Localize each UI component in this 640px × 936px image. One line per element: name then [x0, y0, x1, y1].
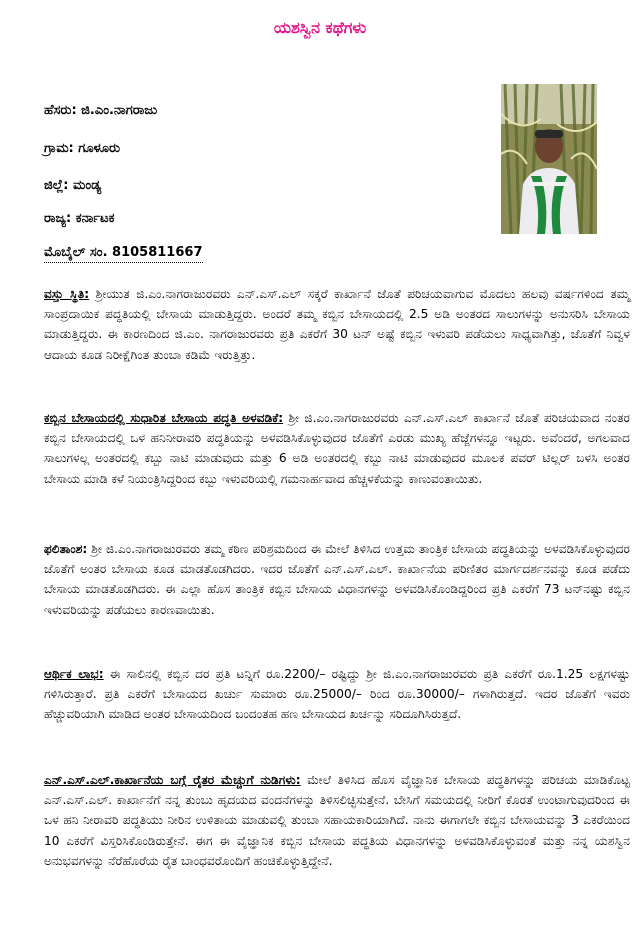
- section-body: ಶ್ರೀ ಜಿ.ಎಂ.ನಾಗರಾಜುರವರು ತಮ್ಮ ಕಠಿಣ ಪರಿಶ್ರಮದಿಂದ ಈ ಮೇಲೆ ತಿಳಿಸಿದ ಉತ್ತಮ ತಾಂತ್ರಿಕ ಬೇಸಾಯ ಪದ್ಧತಿಯನ್ನು ಅಳವಡಿಸಿಕೊಳ್ಳುವುದರ ಜೊತೆಗೆ ಅಂತರ ಬೇಸಾಯ ಕೂಡ ಮಾಡತೊಡಗಿದರು. ಇದರ ಜೊತೆಗೆ ಎನ್.ಎಸ್.ಎಲ್. ಕಾರ್ಖಾನೆಯ ಪರಿಣಿತರ ಮಾರ್ಗದರ್ಶನವನ್ನು ಕೂಡ ಪಡೆದು ಬೇಸಾಯ ಮಾಡತೊಡಗಿದರು. ಈ ಎಲ್ಲಾ ಹೊಸ ತಾಂತ್ರಿಕ ಕಬ್ಬಿನ ಬೇಸಾಯ ವಿಧಾನಗಳನ್ನು ಅಳವಡಿಸಿಕೊಂಡಿದ್ದರಿಂದ ಪ್ರತಿ ಎಕರೆಗೆ 73 ಟನ್‌ನಷ್ಟು ಕಬ್ಬಿನ ಇಳುವರಿಯನ್ನು ಪಡೆಯಲು ಕಾರಣವಾಯಿತು.: [44, 542, 630, 617]
- village-field: ಗ್ರಾಮ: ಗೂಳೂರು: [44, 141, 120, 156]
- section-economic-benefit: [44, 664, 630, 725]
- section-improved-practice: [44, 408, 630, 489]
- section-farmer-testimonial: [44, 770, 630, 871]
- page-title: ಯಶಸ್ವಿನ ಕಥೆಗಳು: [273, 18, 367, 37]
- section-body: ಈ ಸಾಲಿನಲ್ಲಿ ಕಬ್ಬಿನ ದರ ಪ್ರತಿ ಟನ್ನಿಗೆ ರೂ.2200/– ರಷ್ಟಿದ್ದು ಶ್ರೀ ಜಿ.ಎಂ.ನಾಗರಾಜುರವರು ಪ್ರತಿ ಎಕರೆಗೆ ರೂ.1.25 ಲಕ್ಷಗಳಷ್ಟು ಗಳಿಸಿರುತ್ತಾರೆ. ಪ್ರತಿ ಎಕರೆಗೆ ಬೇಸಾಯದ ಖರ್ಚು ಸುಮಾರು ರೂ.25000/– ರಿಂದ ರೂ.30000/– ಗಳಾಗಿರುತ್ತದೆ. ಇದರ ಜೊತೆಗೆ ಇವರು ಹೆಚ್ಚುವರಿಯಾಗಿ ಮಾಡಿದ ಅಂತರ ಬೇಸಾಯದಿಂದ ಬಂದಂತಹ ಹಣ ಬೇಸಾಯದ ಖರ್ಚನ್ನು ಸರಿದೂಗಿಸಿರುತ್ತದೆ.: [44, 667, 630, 722]
- section-heading: ಫಲಿತಾಂಶ:: [44, 542, 88, 556]
- section-heading: ಎನ್.ಎಸ್.ಎಲ್.ಕಾರ್ಖಾನೆಯ ಬಗ್ಗೆ ರೈತರ ಮೆಚ್ಚುಗೆ ನುಡಿಗಳು:: [44, 773, 301, 787]
- section-body: ಶ್ರೀ ಜಿ.ಎಂ.ನಾಗರಾಜುರವರು ಎನ್.ಎಸ್.ಎಲ್ ಕಾರ್ಖಾನೆ ಜೊತೆ ಪರಿಚಯವಾದ ನಂತರ ಕಬ್ಬಿನ ಬೇಸಾಯದಲ್ಲಿ ಒಳ ಹನಿನೀರಾವರಿ ಪದ್ಧತಿಯನ್ನು ಅಳವಡಿಸಿಕೊಳ್ಳುವುದರ ಜೊತೆಗೆ ಎರಡು ಮುಖ್ಯ ಹೆಜ್ಜೆಗಳನ್ನೂ ಇಟ್ಟರು. ಅವೆಂದರೆ, ಅಗಲವಾದ ಸಾಲುಗಳಲ್ಲ ಅಂತರದಲ್ಲಿ ಕಬ್ಬು ನಾಟಿ ಮಾಡುವುದು ಮತ್ತು 6 ಅಡಿ ಅಂತರದಲ್ಲಿ ಕಬ್ಬು ನಾಟಿ ಮಾಡುವುದರ ಮೂಲಕ ಪವರ್ ಟಿಲ್ಲರ್ ಬಳಸಿ ಅಂತರ ಬೇಸಾಯ ಮಾಡಿ ಕಳೆ ನಿಯಂತ್ರಿಸಿದ್ದರಿಂದ ಕಬ್ಬು ಇಳುವರಿಯಲ್ಲಿ ಗಮನಾರ್ಹವಾದ ಹೆಚ್ಚಳಕೆಯನ್ನು ಕಾಣುವಂತಾಯಿತು.: [44, 411, 630, 486]
- district-field: ಜಿಲ್ಲೆ: ಮಂಡ್ಯ: [44, 178, 102, 193]
- section-heading: ಆರ್ಥಿಕ ಲಾಭ:: [44, 667, 104, 681]
- section-heading: ವಸ್ತು ಸ್ಥಿತಿ:: [44, 287, 90, 301]
- state-field: ರಾಜ್ಯ: ಕರ್ನಾಟಕ: [44, 211, 115, 226]
- section-result: [44, 539, 630, 620]
- farmer-photo: [501, 84, 597, 234]
- mobile-field: ಮೊಬೈಲ್ ಸಂ. 8105811667: [44, 245, 203, 263]
- section-background: [44, 284, 630, 365]
- section-heading: ಕಬ್ಬಿನ ಬೇಸಾಯದಲ್ಲಿ ಸುಧಾರಿತ ಬೇಸಾಯ ಪದ್ಧತಿ ಅಳವಡಿಕೆ:: [44, 411, 284, 425]
- section-body: ಶ್ರೀಯುತ ಜಿ.ಎಂ.ನಾಗರಾಜುರವರು ಎನ್.ಎಸ್.ಎಲ್ ಸಕ್ಕರೆ ಕಾರ್ಖಾನೆ ಜೊತೆ ಪರಿಚಯವಾಗುವ ಮೊದಲು ಹಲವು ವರ್ಷಗಳಿಂದ ತಮ್ಮ ಸಾಂಪ್ರದಾಯಿಕ ಪದ್ಧತಿಯಲ್ಲಿ ಬೇಸಾಯ ಮಾಡುತ್ತಿದ್ದರು. ಅಂದರೆ ತಮ್ಮ ಕಬ್ಬಿನ ಬೇಸಾಯದಲ್ಲಿ 2.5 ಅಡಿ ಅಂತರದ ಸಾಲುಗಳನ್ನು ಅನುಸರಿಸಿ ಬೇಸಾಯ ಮಾಡುತ್ತಿದ್ದರು. ಈ ಕಾರಣದಿಂದ ಜಿ.ಎಂ. ನಾಗರಾಜುರವರು ಪ್ರತಿ ಎಕರೆಗೆ 30 ಟನ್ ಅಷ್ಟೆ ಕಬ್ಬಿನ ಇಳುವರಿ ಪಡೆಯಲು ಸಾಧ್ಯವಾಗಿತ್ತು, ಜೊತೆಗೆ ನಿವ್ವಳ ಆದಾಯ ಕೂಡ ನಿರೀಕ್ಷೆಗಿಂತ ತುಂಬಾ ಕಡಿಮೆ ಇರುತ್ತಿತ್ತು.: [44, 287, 630, 362]
- section-body: ಮೇಲೆ ತಿಳಿಸಿದ ಹೊಸ ವೈಜ್ಞಾನಿಕ ಬೇಸಾಯ ಪದ್ಧತಿಗಳನ್ನು ಪರಿಚಯ ಮಾಡಿಕೊಟ್ಟ ಎನ್.ಎಸ್.ಎಲ್. ಕಾರ್ಖಾನೆಗೆ ನನ್ನ ತುಂಬು ಹೃದಯದ ವಂದನೆಗಳನ್ನು ತಿಳಿಸಲಿಚ್ಛಿಸುತ್ತೇನೆ. ಬೇಸಿಗೆ ಸಮಯದಲ್ಲಿ ನೀರಿಗೆ ಕೊರತೆ ಉಂಟಾಗುವುದರಿಂದ ಈ ಒಳ ಹನಿ ನೀರಾವರಿ ಪದ್ಧತಿಯು ನೀರಿನ ಉಳಿತಾಯ ಮಾಡುವಲ್ಲಿ ತುಂಬಾ ಸಹಾಯಕಾರಿಯಾಗಿದೆ. ನಾನು ಈಗಾಗಲೇ ಕಬ್ಬಿನ ಬೇಸಾಯವನ್ನು 3 ಎಕರೆಯಿಂದ 10 ಎಕರೆಗೆ ವಿಸ್ತರಿಸಿಕೊಂಡಿರುತ್ತೇನೆ. ಈಗ ಈ ವೈಜ್ಞಾನಿಕ ಕಬ್ಬಿನ ಬೇಸಾಯ ಪದ್ಧತಿಯ ವಿಧಾನಗಳನ್ನು ಅಳವಡಿಸಿಕೊಳ್ಳುವಂತೆ ಮತ್ತು ನನ್ನ ಯಶಸ್ವಿನ ಅನುಭವಗಳನ್ನು ನೆರೆಹೊರೆಯ ರೈತ ಬಾಂಧವರೊಂದಿಗೆ ಹಂಚಿಕೊಳ್ಳುತ್ತಿದ್ದೇನೆ.: [44, 773, 630, 868]
- name-field: ಹೆಸರು: ಜಿ.ಎಂ.ನಾಗರಾಜು: [44, 103, 158, 118]
